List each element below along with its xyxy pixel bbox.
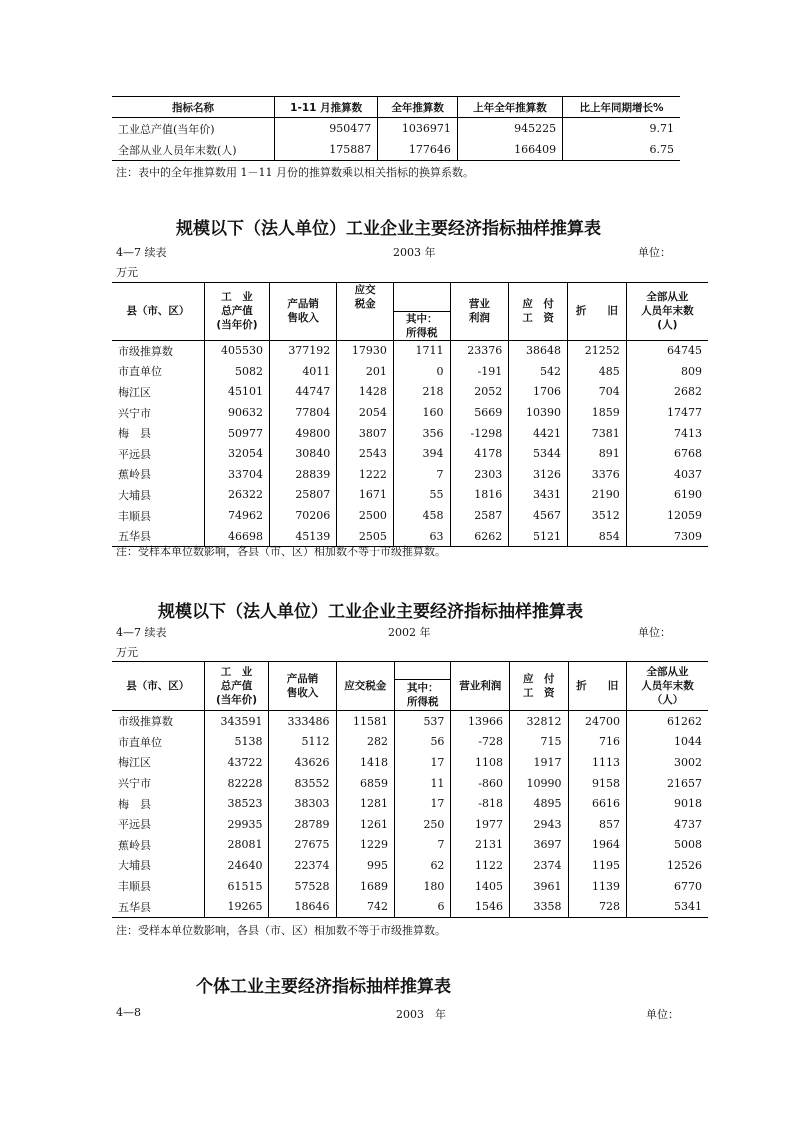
- table-cell: 728: [568, 896, 627, 917]
- column-header: 工 业 总产值 (当年价): [204, 283, 269, 341]
- column-header: [395, 662, 451, 680]
- table-cell: 21252: [567, 340, 626, 361]
- table-cell: 1229: [336, 835, 395, 856]
- table-cell: 5082: [204, 361, 269, 382]
- table-cell: 2943: [509, 814, 568, 835]
- table-year: 2003 年: [393, 246, 436, 259]
- table-cell: 854: [567, 526, 626, 547]
- table-cell: 3961: [509, 876, 568, 897]
- table-cell: 29935: [204, 814, 269, 835]
- table-cell: 2587: [450, 505, 509, 526]
- table-cell: 45139: [270, 526, 337, 547]
- table-note: 注：受样本单位数影响，各县（市、区）相加数不等于市级推算数。: [116, 924, 446, 937]
- table-cell: 343591: [204, 711, 269, 732]
- table-cell: 6190: [626, 485, 708, 506]
- column-header: 上年全年推算数: [457, 97, 562, 118]
- row-label: 蕉岭县: [118, 838, 151, 852]
- table-cell: 4737: [627, 814, 708, 835]
- table-cell: 9158: [568, 773, 627, 794]
- table-cell: 77804: [270, 402, 337, 423]
- table-row: [112, 793, 708, 814]
- table-cell: 6262: [450, 526, 509, 547]
- column-header: 全部从业 人员年末数 (人): [626, 283, 708, 341]
- table-cell: 44747: [270, 382, 337, 403]
- table-cell: 485: [567, 361, 626, 382]
- table-cell: 1281: [336, 793, 395, 814]
- row-label: 五华县: [112, 526, 204, 547]
- table-cell: 2682: [626, 382, 708, 403]
- column-header: 比上年同期增长%: [563, 97, 680, 118]
- table-cell: 704: [567, 382, 626, 403]
- table-cell: 5008: [627, 835, 708, 856]
- table-cell: 7: [393, 464, 450, 485]
- table-cell: 17477: [626, 402, 708, 423]
- unit-value: 万元: [116, 646, 138, 659]
- column-header: 其中： 所得税: [395, 680, 451, 711]
- table-cell: 2374: [509, 855, 568, 876]
- table-code: 4—7 续表: [116, 246, 167, 259]
- table-cell: 26322: [204, 485, 269, 506]
- table-cell: 28081: [204, 835, 269, 856]
- table-note: 注：表中的全年推算数用 1－11 月份的推算数乘以相关指标的换算系数。: [116, 166, 474, 179]
- table-cell: 995: [336, 855, 395, 876]
- table-cell: -1298: [450, 423, 509, 444]
- table-row: [112, 340, 708, 361]
- table-cell: 5138: [204, 732, 269, 753]
- table-cell: 3807: [337, 423, 394, 444]
- column-header: 应 付 工 资: [509, 283, 568, 341]
- column-header: 应 付 工 资: [509, 662, 568, 711]
- table-cell: 6859: [336, 773, 395, 794]
- table-cell: 3512: [567, 505, 626, 526]
- table-cell: 715: [509, 732, 568, 753]
- table-cell: 2500: [337, 505, 394, 526]
- table-cell: 333486: [269, 711, 336, 732]
- table-cell: 9018: [627, 793, 708, 814]
- table-cell: 70206: [270, 505, 337, 526]
- table-cell: 90632: [204, 402, 269, 423]
- table-cell: 3002: [627, 752, 708, 773]
- table-cell: -818: [451, 793, 510, 814]
- table-cell: 5669: [450, 402, 509, 423]
- table-cell: 394: [393, 443, 450, 464]
- column-header: 指标名称: [112, 97, 275, 118]
- table-cell: 3358: [509, 896, 568, 917]
- table-cell: 49800: [270, 423, 337, 444]
- row-label: 市级推算数: [118, 715, 173, 729]
- column-header: 县（市、区）: [112, 662, 204, 711]
- table-row: [112, 896, 708, 917]
- table-cell: 7413: [626, 423, 708, 444]
- table-cell: 1418: [336, 752, 395, 773]
- table-row: [112, 402, 708, 423]
- table-row: [112, 118, 680, 140]
- table-cell: 180: [395, 876, 451, 897]
- table-header-row: [112, 283, 708, 312]
- table-cell: 1261: [336, 814, 395, 835]
- table-cell: 4567: [509, 505, 568, 526]
- row-label: 五华县: [112, 896, 204, 917]
- table-cell: 61515: [204, 876, 269, 897]
- table-cell: 30840: [270, 443, 337, 464]
- table-cell: 1917: [509, 752, 568, 773]
- table-cell: 2190: [567, 485, 626, 506]
- table-row: [112, 505, 708, 526]
- table-cell: 458: [393, 505, 450, 526]
- table-cell: 945225: [457, 118, 562, 140]
- table-cell: 2505: [337, 526, 394, 547]
- table-cell: 5344: [509, 443, 568, 464]
- table-cell: 7: [395, 835, 451, 856]
- table-cell: 542: [509, 361, 568, 382]
- column-header: 营业利润: [451, 662, 510, 711]
- column-header: 折 旧: [568, 662, 627, 711]
- row-label: 梅江区: [118, 756, 151, 770]
- table-cell: 3376: [567, 464, 626, 485]
- table-cell: 43722: [204, 752, 269, 773]
- table-cell: 17: [395, 752, 451, 773]
- row-label: 市直单位: [118, 735, 162, 749]
- row-label: 兴宁市: [118, 777, 151, 791]
- unit-label: 单位：: [638, 246, 671, 259]
- page-title: 个体工业主要经济指标抽样推算表: [196, 977, 451, 997]
- row-label: 平远县: [118, 447, 151, 461]
- table-cell: 7309: [626, 526, 708, 547]
- table-2002: [112, 661, 708, 918]
- row-label: 兴宁市: [118, 406, 151, 420]
- table-cell: 1113: [568, 752, 627, 773]
- table-year: 2003 年: [396, 1008, 446, 1021]
- row-label: 市级推算数: [118, 344, 173, 358]
- table-cell: 1036971: [378, 118, 458, 140]
- table-cell: 24700: [568, 711, 627, 732]
- table-cell: 405530: [204, 340, 269, 361]
- table-cell: -191: [450, 361, 509, 382]
- row-label: 梅江区: [118, 385, 151, 399]
- table-cell: 32054: [204, 443, 269, 464]
- page-title: 规模以下（法人单位）工业企业主要经济指标抽样推算表: [158, 602, 583, 622]
- table-cell: 537: [395, 711, 451, 732]
- table-cell: 1711: [393, 340, 450, 361]
- table-cell: 74962: [204, 505, 269, 526]
- table-cell: 1195: [568, 855, 627, 876]
- table-cell: 56: [395, 732, 451, 753]
- table-cell: 1977: [451, 814, 510, 835]
- table-cell: 175887: [275, 139, 378, 161]
- table-cell: 1816: [450, 485, 509, 506]
- table-cell: 809: [626, 361, 708, 382]
- table-cell: 13966: [451, 711, 510, 732]
- column-header: 全年推算数: [378, 97, 458, 118]
- table-cell: 1139: [568, 876, 627, 897]
- table-cell: 282: [336, 732, 395, 753]
- table-cell: 17930: [337, 340, 394, 361]
- table-code: 4—8: [116, 1006, 141, 1019]
- table-cell: 716: [568, 732, 627, 753]
- table-cell: 10390: [509, 402, 568, 423]
- table-cell: 201: [337, 361, 394, 382]
- table-cell: 4895: [509, 793, 568, 814]
- table-cell: 3431: [509, 485, 568, 506]
- column-header: 产品销 售收入: [270, 283, 337, 341]
- table-cell: 1222: [337, 464, 394, 485]
- column-header: 工 业 总产值 (当年价): [204, 662, 269, 711]
- table-cell: 57528: [269, 876, 336, 897]
- table-note: 注：受样本单位数影响，各县（市、区）相加数不等于市级推算数。: [116, 545, 446, 558]
- table-cell: 177646: [378, 139, 458, 161]
- column-header: 1-11 月推算数: [275, 97, 378, 118]
- table-row: [112, 382, 708, 403]
- row-label: 全部从业人员年末数(人): [112, 139, 275, 161]
- table-cell: 2054: [337, 402, 394, 423]
- table-cell: 4178: [450, 443, 509, 464]
- column-header: [337, 311, 394, 340]
- table-row: [112, 139, 680, 161]
- table-cell: 22374: [269, 855, 336, 876]
- table-cell: 45101: [204, 382, 269, 403]
- table-cell: 5121: [509, 526, 568, 547]
- table-cell: 4011: [270, 361, 337, 382]
- table-row: [112, 485, 708, 506]
- table-2003: [112, 282, 708, 547]
- column-header: 产品销 售收入: [269, 662, 336, 711]
- table-row: [112, 773, 708, 794]
- table-cell: 27675: [269, 835, 336, 856]
- table-cell: 742: [336, 896, 395, 917]
- table-cell: 1546: [451, 896, 510, 917]
- table-cell: 23376: [450, 340, 509, 361]
- table-cell: 250: [395, 814, 451, 835]
- table-cell: 38523: [204, 793, 269, 814]
- table-cell: 1964: [568, 835, 627, 856]
- table-cell: 2303: [450, 464, 509, 485]
- row-label: 梅 县: [118, 797, 151, 811]
- summary-table: [112, 96, 680, 161]
- table-cell: 55: [393, 485, 450, 506]
- column-header: 全部从业 人员年末数 （人）: [627, 662, 708, 711]
- table-cell: 950477: [275, 118, 378, 140]
- table-cell: 82228: [204, 773, 269, 794]
- table-row: [112, 855, 708, 876]
- table-cell: 43626: [269, 752, 336, 773]
- table-cell: 63: [393, 526, 450, 547]
- table-row: [112, 443, 708, 464]
- table-cell: 38648: [509, 340, 568, 361]
- table-cell: 28839: [270, 464, 337, 485]
- row-label: 蕉岭县: [118, 468, 151, 482]
- table-cell: 1405: [451, 876, 510, 897]
- table-cell: 61262: [627, 711, 708, 732]
- table-cell: 33704: [204, 464, 269, 485]
- column-header: 应交税金: [336, 662, 395, 711]
- row-label: 市直单位: [118, 365, 162, 379]
- table-cell: 891: [567, 443, 626, 464]
- table-row: [112, 814, 708, 835]
- table-row: [112, 711, 708, 732]
- column-header: 营业 利润: [450, 283, 509, 341]
- table-cell: 11: [395, 773, 451, 794]
- table-code: 4—7 续表: [116, 626, 167, 639]
- row-label: 丰顺县: [118, 509, 151, 523]
- table-cell: 38303: [269, 793, 336, 814]
- table-cell: 5112: [269, 732, 336, 753]
- table-cell: 1689: [336, 876, 395, 897]
- table-cell: 62: [395, 855, 451, 876]
- table-cell: 6768: [626, 443, 708, 464]
- table-cell: 83552: [269, 773, 336, 794]
- table-cell: 356: [393, 423, 450, 444]
- table-cell: 166409: [457, 139, 562, 161]
- column-header: [393, 283, 450, 312]
- table-cell: 160: [393, 402, 450, 423]
- table-cell: 857: [568, 814, 627, 835]
- table-cell: 1706: [509, 382, 568, 403]
- table-cell: -728: [451, 732, 510, 753]
- table-cell: 10990: [509, 773, 568, 794]
- table-cell: 2543: [337, 443, 394, 464]
- unit-value: 万元: [116, 266, 138, 279]
- column-header: 县（市、区）: [112, 283, 204, 341]
- table-cell: 6: [395, 896, 451, 917]
- table-cell: 17: [395, 793, 451, 814]
- table-row: [112, 835, 708, 856]
- table-cell: 21657: [627, 773, 708, 794]
- page-title: 规模以下（法人单位）工业企业主要经济指标抽样推算表: [176, 219, 601, 239]
- row-label: 大埔县: [118, 859, 151, 873]
- table-row: [112, 423, 708, 444]
- table-header-row: [112, 97, 680, 118]
- table-cell: 32812: [509, 711, 568, 732]
- table-cell: 7381: [567, 423, 626, 444]
- unit-label: 单位：: [646, 1008, 679, 1021]
- table-cell: 28789: [269, 814, 336, 835]
- table-cell: 6616: [568, 793, 627, 814]
- table-cell: 12526: [627, 855, 708, 876]
- table-cell: 1428: [337, 382, 394, 403]
- table-row: [112, 876, 708, 897]
- column-header: 其中： 所得税: [393, 311, 450, 340]
- table-row: [112, 732, 708, 753]
- table-cell: 4037: [626, 464, 708, 485]
- table-cell: 1108: [451, 752, 510, 773]
- table-cell: 1044: [627, 732, 708, 753]
- table-cell: 1671: [337, 485, 394, 506]
- table-cell: 24640: [204, 855, 269, 876]
- table-cell: 3126: [509, 464, 568, 485]
- table-cell: 12059: [626, 505, 708, 526]
- table-cell: 6770: [627, 876, 708, 897]
- table-header-row: [112, 662, 708, 680]
- row-label: 丰顺县: [118, 880, 151, 894]
- row-label: 平远县: [118, 818, 151, 832]
- table-row: [112, 752, 708, 773]
- row-label: 工业总产值(当年价): [118, 122, 215, 136]
- table-year: 2002 年: [388, 626, 431, 639]
- table-cell: 9.71: [563, 118, 680, 140]
- column-header: 应交 税金: [337, 283, 394, 312]
- table-cell: 2052: [450, 382, 509, 403]
- table-cell: 4421: [509, 423, 568, 444]
- table-cell: 2131: [451, 835, 510, 856]
- table-cell: 1122: [451, 855, 510, 876]
- row-label: 大埔县: [118, 488, 151, 502]
- table-cell: 3697: [509, 835, 568, 856]
- table-cell: 46698: [204, 526, 269, 547]
- table-row: [112, 464, 708, 485]
- table-cell: 218: [393, 382, 450, 403]
- table-cell: 25807: [270, 485, 337, 506]
- table-row: [112, 361, 708, 382]
- table-cell: 0: [393, 361, 450, 382]
- row-label: 梅 县: [118, 427, 151, 441]
- table-cell: -860: [451, 773, 510, 794]
- table-cell: 377192: [270, 340, 337, 361]
- table-cell: 11581: [336, 711, 395, 732]
- column-header: 折 旧: [567, 283, 626, 341]
- table-cell: 6.75: [563, 139, 680, 161]
- table-cell: 64745: [626, 340, 708, 361]
- table-cell: 19265: [204, 896, 269, 917]
- table-cell: 1859: [567, 402, 626, 423]
- table-cell: 18646: [269, 896, 336, 917]
- table-cell: 50977: [204, 423, 269, 444]
- table-cell: 5341: [627, 896, 708, 917]
- unit-label: 单位：: [638, 626, 671, 639]
